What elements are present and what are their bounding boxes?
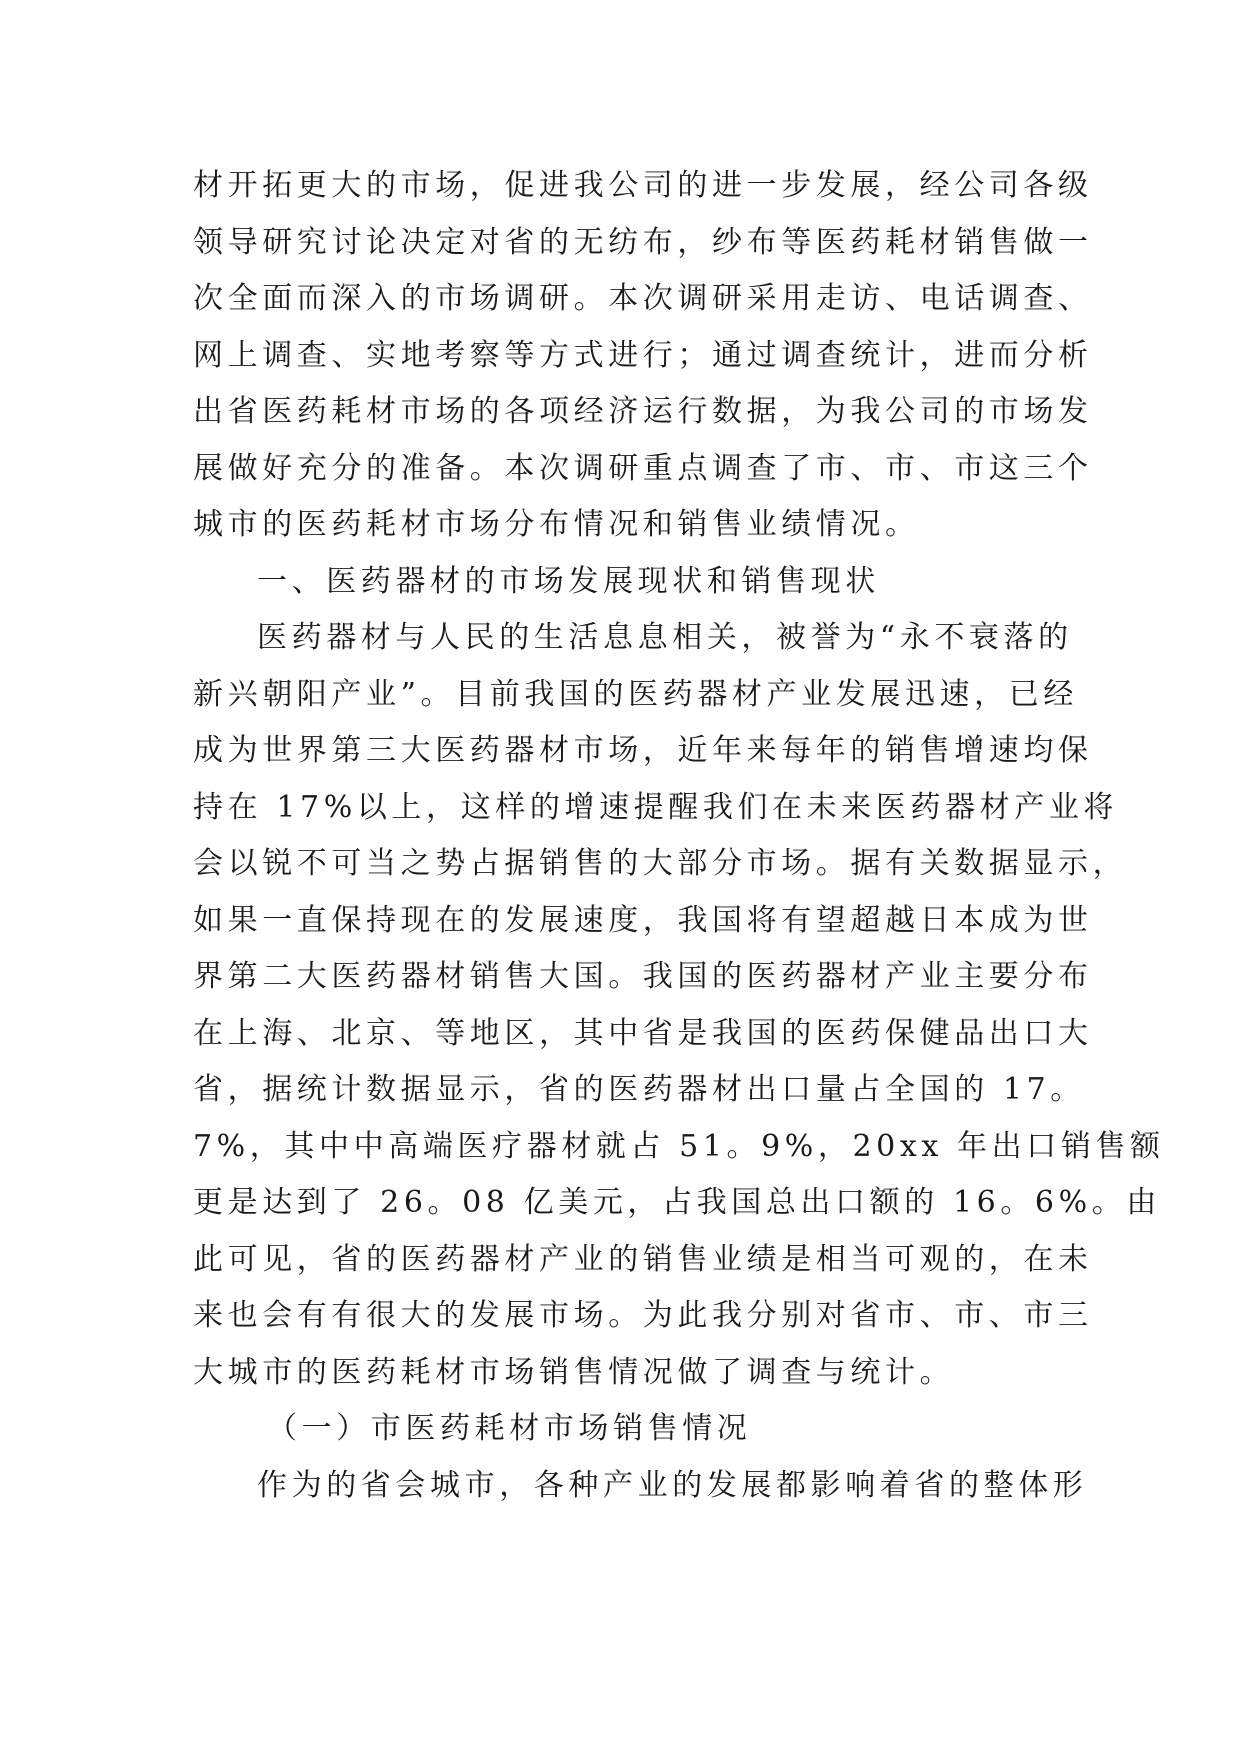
text-line: 省，据统计数据显示，省的医药器材出口量占全国的 17。 <box>193 1072 1085 1107</box>
text-line: 更是达到了 26。08 亿美元，占我国总出口额的 16。6%。由 <box>193 1185 1161 1220</box>
text-line: 次全面而深入的市场调研。本次调研采用走访、电话调查、 <box>193 281 1093 316</box>
text-line: 此可见，省的医药器材产业的销售业绩是相当可观的，在未 <box>193 1241 1093 1277</box>
text-line: 大城市的医药耗材市场销售情况做了调查与统计。 <box>193 1354 955 1390</box>
text-line: 出省医药耗材市场的各项经济运行数据，为我公司的市场发 <box>193 394 1093 429</box>
text-line: 如果一直保持现在的发展速度，我国将有望超越日本成为世 <box>193 902 1093 938</box>
text-line: 界第二大医药器材销售大国。我国的医药器材产业主要分布 <box>193 959 1093 994</box>
text-line: 持在 17%以上，这样的增速提醒我们在未来医药器材产业将 <box>193 789 1119 825</box>
text-line: 材开拓更大的市场，促进我公司的进一步发展，经公司各级 <box>193 168 1093 203</box>
text-line: 医药器材与人民的生活息息相关，被誉为“永不衰落的 <box>257 620 1073 655</box>
text-line: 成为世界第三大医药器材市场，近年来每年的销售增速均保 <box>193 733 1093 768</box>
text-line: 领导研究讨论决定对省的无纺布，纱布等医药耗材销售做一 <box>193 224 1093 260</box>
text-line: 网上调查、实地考察等方式进行；通过调查统计，进而分析 <box>193 337 1093 373</box>
text-line: 会以锐不可当之势占据销售的大部分市场。据有关数据显示， <box>193 846 1128 881</box>
subsection-heading: （一）市医药耗材市场销售情况 <box>267 1411 752 1446</box>
text-line: 在上海、北京、等地区，其中省是我国的医药保健品出口大 <box>193 1015 1093 1051</box>
text-line: 作为的省会城市，各种产业的发展都影响着省的整体形 <box>257 1467 1088 1503</box>
text-line: 新兴朝阳产业”。目前我国的医药器材产业发展迅速，已经 <box>193 676 1078 712</box>
text-line: 展做好充分的准备。本次调研重点调查了市、市、市这三个 <box>193 450 1093 486</box>
document-body <box>193 158 1165 1514</box>
text-line: 7%，其中中高端医疗器材就占 51。9%，20xx 年出口销售额 <box>193 1128 1165 1164</box>
text-line: 城市的医药耗材市场分布情况和销售业绩情况。 <box>193 507 920 542</box>
section-heading: 一、医药器材的市场发展现状和销售现状 <box>257 563 880 599</box>
text-line: 来也会有有很大的发展市场。为此我分别对省市、市、市三 <box>193 1298 1093 1333</box>
